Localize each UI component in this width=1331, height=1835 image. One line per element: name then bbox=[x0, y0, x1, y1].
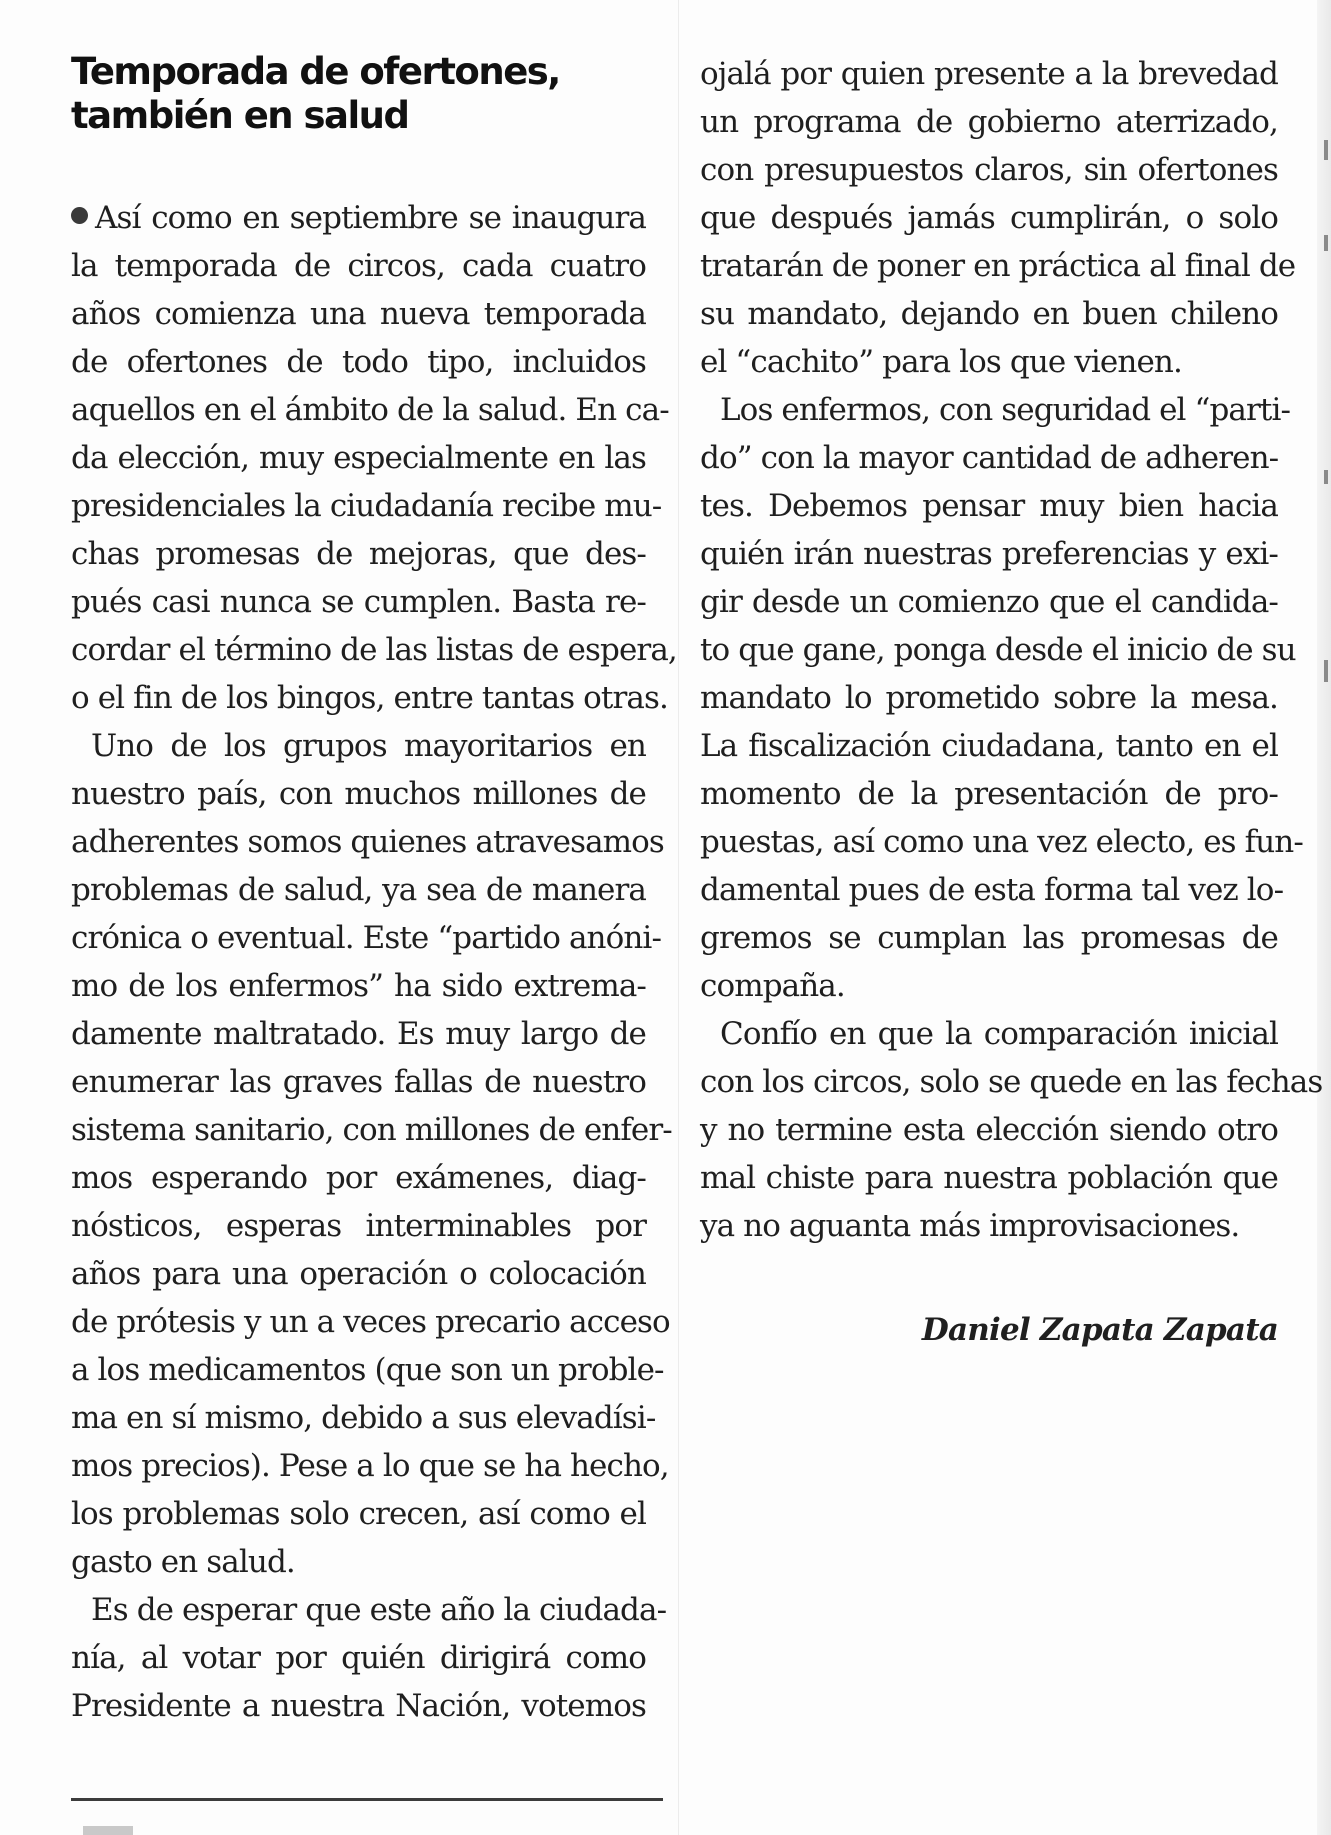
body-text-line bbox=[700, 1154, 1278, 1202]
body-text-line bbox=[71, 1394, 656, 1442]
body-text-line bbox=[700, 290, 1278, 338]
line-text: Confío en que la comparación inicial bbox=[720, 1016, 1278, 1052]
line-text: cordar el término de las listas de espera, bbox=[71, 632, 677, 668]
line-text: sistema sanitario, con millones de enfer- bbox=[71, 1112, 672, 1148]
line-text: su mandato, dejando en buen chileno bbox=[700, 296, 1278, 332]
line-text: a los medicamentos (que son un proble- bbox=[71, 1352, 664, 1388]
body-text-line bbox=[71, 1106, 672, 1154]
line-text: el “cachito” para los que vienen. bbox=[700, 344, 1182, 380]
line-text: y no termine esta elección siendo otro bbox=[700, 1112, 1278, 1148]
line-text: nósticos, esperas interminables por bbox=[71, 1208, 646, 1244]
line-text: años para una operación o colocación bbox=[71, 1256, 646, 1292]
title-line-1: Temporada de ofertones, bbox=[71, 50, 560, 93]
line-text: mos precios). Pese a lo que se ha hecho, bbox=[71, 1448, 669, 1484]
body-text-line bbox=[71, 914, 662, 962]
line-text: compaña. bbox=[700, 968, 845, 1004]
line-text: da elección, muy especialmente en las bbox=[71, 440, 646, 476]
line-text: Así como en septiembre se inaugura bbox=[95, 200, 646, 236]
line-text: gir desde un comienzo que el candida- bbox=[700, 584, 1278, 620]
body-text-line bbox=[71, 290, 646, 338]
body-text-line bbox=[71, 1346, 664, 1394]
line-text: gasto en salud. bbox=[71, 1544, 295, 1580]
line-text: años comienza una nueva temporada bbox=[71, 296, 646, 332]
body-text-line bbox=[700, 818, 1303, 866]
article-body-right-column bbox=[700, 50, 1323, 1250]
edge-mark bbox=[1324, 140, 1328, 160]
lead-bullet-icon bbox=[71, 207, 88, 224]
line-text: con los circos, solo se quede en las fechas bbox=[700, 1064, 1323, 1100]
line-text: to que gane, ponga desde el inicio de su bbox=[700, 632, 1296, 668]
line-text: momento de la presentación de pro- bbox=[700, 776, 1278, 812]
body-text-line bbox=[71, 482, 662, 530]
line-text: tratarán de poner en práctica al final de bbox=[700, 248, 1296, 284]
line-text: damental pues de esta forma tal vez lo- bbox=[700, 872, 1284, 908]
body-text-line bbox=[700, 626, 1296, 674]
edge-mark bbox=[1324, 235, 1328, 251]
body-text-line bbox=[700, 386, 1291, 434]
body-text-line bbox=[71, 1058, 646, 1106]
line-text: chas promesas de mejoras, que des- bbox=[71, 536, 646, 572]
edge-mark bbox=[1324, 470, 1328, 484]
body-text-line bbox=[700, 530, 1278, 578]
body-text-line bbox=[71, 1538, 646, 1586]
body-text-line bbox=[700, 770, 1278, 818]
body-text-line bbox=[71, 530, 646, 578]
body-text-line bbox=[71, 386, 669, 434]
line-text: ma en sí mismo, debido a sus elevadísi- bbox=[71, 1400, 656, 1436]
article-body-left-column bbox=[71, 194, 677, 1730]
body-text-line bbox=[700, 434, 1278, 482]
body-text-line bbox=[71, 674, 668, 722]
body-text-line bbox=[700, 674, 1278, 722]
body-text-line bbox=[71, 194, 646, 242]
body-text-line bbox=[71, 818, 664, 866]
line-text: que después jamás cumplirán, o solo bbox=[700, 200, 1278, 236]
line-text: los problemas solo crecen, así como el bbox=[71, 1496, 646, 1532]
article-title bbox=[71, 50, 631, 138]
body-text-line bbox=[700, 98, 1278, 146]
body-text-line bbox=[71, 242, 646, 290]
body-text-line bbox=[71, 578, 646, 626]
body-text-line bbox=[700, 482, 1278, 530]
line-text: mandato lo prometido sobre la mesa. bbox=[700, 680, 1278, 716]
line-text: Presidente a nuestra Nación, votemos bbox=[71, 1688, 646, 1724]
line-text: la temporada de circos, cada cuatro bbox=[71, 248, 646, 284]
line-text: mal chiste para nuestra población que bbox=[700, 1160, 1278, 1196]
body-text-line bbox=[700, 194, 1278, 242]
line-text: nuestro país, con muchos millones de bbox=[71, 776, 646, 812]
line-text: adherentes somos quienes atravesamos bbox=[71, 824, 664, 860]
line-text: La fiscalización ciudadana, tanto en el bbox=[700, 728, 1278, 764]
body-text-line bbox=[700, 146, 1278, 194]
body-text-line bbox=[71, 626, 677, 674]
body-text-line bbox=[700, 1106, 1278, 1154]
bottom-rule bbox=[71, 1798, 663, 1801]
line-text: con presupuestos claros, sin ofertones bbox=[700, 152, 1278, 188]
line-text: aquellos en el ámbito de la salud. En ca- bbox=[71, 392, 669, 428]
body-text-line bbox=[700, 1202, 1278, 1250]
line-text: de ofertones de todo tipo, incluidos bbox=[71, 344, 646, 380]
line-text: enumerar las graves fallas de nuestro bbox=[71, 1064, 646, 1100]
body-text-line bbox=[71, 1202, 646, 1250]
body-text-line bbox=[71, 1010, 646, 1058]
body-text-line bbox=[71, 1682, 646, 1730]
body-text-line bbox=[71, 1490, 646, 1538]
column-gutter bbox=[678, 0, 679, 1835]
body-text-line bbox=[71, 1586, 667, 1634]
author-signature: Daniel Zapata Zapata bbox=[921, 1312, 1278, 1348]
line-text: Los enfermos, con seguridad el “parti- bbox=[720, 392, 1291, 428]
line-text: mo de los enfermos” ha sido extrema- bbox=[71, 968, 646, 1004]
cropped-footer-text bbox=[83, 1826, 133, 1835]
body-text-line bbox=[700, 1010, 1278, 1058]
body-text-line bbox=[700, 722, 1278, 770]
body-text-line bbox=[71, 1442, 669, 1490]
line-text: o el fin de los bingos, entre tantas otras. bbox=[71, 680, 668, 716]
line-text: presidenciales la ciudadanía recibe mu- bbox=[71, 488, 662, 524]
adjacent-column-edge bbox=[1317, 0, 1331, 1835]
line-text: nía, al votar por quién dirigirá como bbox=[71, 1640, 646, 1676]
line-text: mos esperando por exámenes, diag- bbox=[71, 1160, 646, 1196]
body-text-line bbox=[700, 50, 1278, 98]
body-text-line bbox=[700, 338, 1278, 386]
line-text: gremos se cumplan las promesas de bbox=[700, 920, 1278, 956]
body-text-line bbox=[700, 578, 1278, 626]
line-text: un programa de gobierno aterrizado, bbox=[700, 104, 1278, 140]
line-text: de prótesis y un a veces precario acceso bbox=[71, 1304, 670, 1340]
line-text: pués casi nunca se cumplen. Basta re- bbox=[71, 584, 646, 620]
body-text-line bbox=[71, 1298, 670, 1346]
body-text-line bbox=[71, 1250, 646, 1298]
line-text: Es de esperar que este año la ciudada- bbox=[91, 1592, 667, 1628]
line-text: puestas, así como una vez electo, es fun- bbox=[700, 824, 1303, 860]
line-text: do” con la mayor cantidad de adheren- bbox=[700, 440, 1279, 476]
body-text-line bbox=[700, 1058, 1323, 1106]
body-text-line bbox=[71, 434, 646, 482]
line-text: ya no aguanta más improvisaciones. bbox=[700, 1208, 1240, 1244]
title-line-2: también en salud bbox=[71, 94, 409, 137]
body-text-line bbox=[71, 1634, 646, 1682]
line-text: tes. Debemos pensar muy bien hacia bbox=[700, 488, 1278, 524]
line-text: ojalá por quien presente a la brevedad bbox=[700, 56, 1278, 92]
body-text-line bbox=[700, 962, 1278, 1010]
line-text: problemas de salud, ya sea de manera bbox=[71, 872, 646, 908]
line-text: quién irán nuestras preferencias y exi- bbox=[700, 536, 1278, 572]
line-text: Uno de los grupos mayoritarios en bbox=[91, 728, 646, 764]
body-text-line bbox=[71, 770, 646, 818]
edge-mark bbox=[1324, 660, 1328, 682]
body-text-line bbox=[71, 866, 646, 914]
body-text-line bbox=[700, 242, 1296, 290]
body-text-line bbox=[71, 962, 646, 1010]
body-text-line bbox=[71, 1154, 646, 1202]
body-text-line bbox=[71, 722, 646, 770]
body-text-line bbox=[71, 338, 646, 386]
line-text: damente maltratado. Es muy largo de bbox=[71, 1016, 646, 1052]
body-text-line bbox=[700, 866, 1284, 914]
body-text-line bbox=[700, 914, 1278, 962]
line-text: crónica o eventual. Este “partido anóni- bbox=[71, 920, 662, 956]
